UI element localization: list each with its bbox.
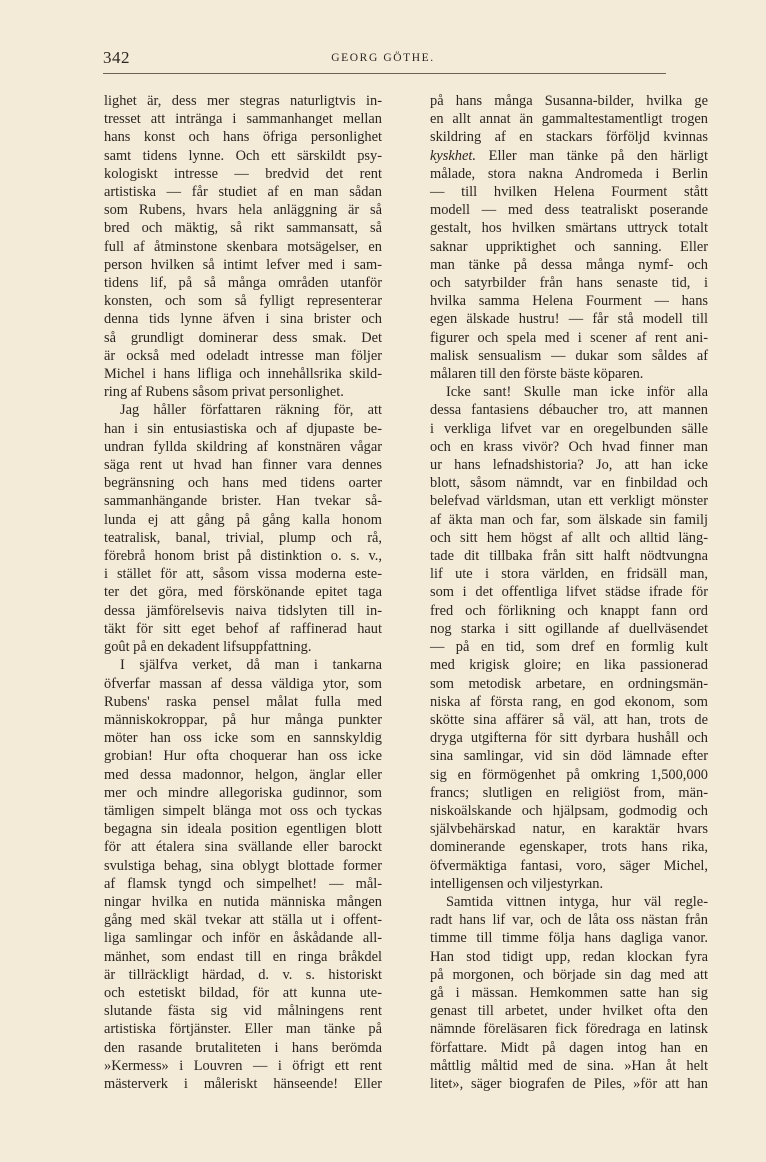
text-line: tresset att inträngа i sammanhanget mellan (104, 111, 382, 128)
text-line: sina samlingar, vid sin död lämnade efter (430, 748, 708, 765)
text-line: af äkta man och far, som älskade sin familj (430, 511, 708, 528)
text-line: är tillräckligt härdad, d. v. s. historiskt (104, 966, 382, 983)
text-line: artistiska — får studiet af en man sådan (104, 184, 382, 201)
text-line: dessa jämförelsevis naiva tidslyten till in- (104, 602, 382, 619)
text-line: målaren till den förste bäste köparen. (430, 366, 644, 383)
text-line: saknar uppriktighet och sanning. Eller (430, 238, 708, 255)
text-line: sammanhängande brister. Han tvekar så- (104, 493, 382, 510)
text-line: genast till arbetet, under hvilket ofta den (430, 1003, 708, 1020)
text-line: ter det göra, med förskönande epitet taga (104, 584, 382, 601)
text-line: Jag håller författaren räkning för, att (120, 402, 382, 419)
text-line: tämligen simpelt blänga mot oss och tyckas (104, 802, 382, 819)
text-line: i verkliga lifvet var en oregelbunden sälle (430, 420, 708, 437)
text-line: mänhet, som endast till en ringa bråkdel (104, 948, 382, 965)
text-line: dessa fantasiens débaucher tro, att mannen (430, 402, 708, 419)
text-line: ur hans lefnadshistoria? Jo, att han icke (430, 457, 708, 474)
text-line: slutande fästa sig vid målningens rent (104, 1003, 382, 1020)
text-line: Rubens' raska pensel målat fulla med (104, 693, 382, 710)
text-line: en allt annat än gammaltestamentligt trogen (430, 111, 708, 128)
text-line: niskoälskande och hjälpsam, godmodig och (430, 802, 708, 819)
text-line: hans konst och hans öfriga personlighet (104, 129, 382, 146)
text-line: dryga utgifterna för sitt dyrbara hushåll och (430, 730, 708, 747)
text-line: med krigisk gloire; en lika passionerad (430, 657, 708, 674)
text-line: konsten, och som så fylligt representerar (104, 293, 382, 310)
text-line: litet», säger biografen de Piles, »för att han (430, 1075, 708, 1092)
text-line: lunda ej att gång på gång kalla honom (104, 511, 382, 528)
text-line: ningar hvilka en nutida människa mången (104, 893, 382, 910)
text-line: öfverfar massan af dessa väldiga ytor, som (104, 675, 382, 692)
text-line: som Rubens, hvars hela anläggning är så (104, 202, 382, 219)
text-line: samt tidens lynne. Och ett särskildt psy- (104, 147, 382, 164)
text-line: och satyrbilder från hans senaste tid, i (430, 275, 708, 292)
text-line: Michel i hans lifliga och innehållsrika skild- (104, 366, 382, 383)
left-text-column (104, 92, 382, 1093)
text-line: han i sin entusiastiska och af djupaste be- (104, 420, 382, 437)
text-line: bred och mäktig, så rikt sammansatt, så (104, 220, 382, 237)
text-line: mer och mindre allegoriska gudinnor, som (104, 784, 382, 801)
text-line: gång med skäl tvekar att ställa ut i offent- (104, 912, 382, 929)
text-line: ring af Rubens såsom privat personlighet. (104, 384, 344, 401)
text-line: som i det offentliga lifvet städse ifrade för (430, 584, 708, 601)
text-line: på hans många Susanna-bilder, hvilka ge (430, 93, 708, 109)
text-line: I själfva verket, då man i tankarna (120, 657, 382, 674)
text-line: gestalt, hos hvilken smärtans uttryck totalt (430, 220, 708, 237)
text-line: öfvermäktiga fantasi, voro, säger Michel, (430, 857, 708, 874)
text-line: radt hans lif var, och de låta oss nästan från (430, 912, 708, 929)
text-line: begränsning och hans med tidens oarter (104, 475, 382, 492)
text-line: modell — med dess teatraliskt poserande (430, 202, 708, 219)
text-line: skötte sina affärer så väl, att han, trots de (430, 711, 708, 728)
text-line: och sitt hem högst af allt och alltid läng- (430, 529, 708, 546)
text-line: kologiskt intresse — bredvid det rent (104, 165, 382, 182)
text-line: och en krass vivör? Och hvad finner man (430, 438, 708, 455)
text-line: tade dit tillbaka från sitt halft nödtvungna (430, 548, 708, 565)
text-line: undran fyllda skildring af konstnären vågar (104, 438, 382, 455)
text-line: liga samlingar och inför en åskådande all- (104, 930, 382, 947)
text-line: möter han oss icke som en sannskyldig (104, 730, 382, 747)
text-line: nämnde föreläsaren fick föredraga en latinsk (430, 1021, 708, 1038)
text-line: förebrå honom brist på distinktion o. s. v., (104, 548, 382, 565)
text-line: sig en förmögenhet på omkring 1,500,000 (430, 766, 708, 783)
text-line: egen älskade hustru! — får stå modell till (430, 311, 708, 328)
text-line: francs; slutligen en religiöst from, män- (430, 784, 708, 801)
text-line: person hvilken så intimt lefver med i sam- (104, 256, 382, 273)
text-line: lighet är, dess mer stegras naturligtvis in- (104, 93, 382, 109)
text-line: tidens lif, på så många områden utanför (104, 275, 382, 292)
text-line: belefvad världsman, utan ett verkligt mönster (430, 493, 708, 510)
running-title: GEORG GÖTHE. (331, 52, 435, 64)
text-line: artistiska förtjänster. Eller man tänke på (104, 1021, 382, 1038)
text-line: den rasande brutaliteten i hans berömda (104, 1039, 382, 1056)
text-line: hvilka samma Helena Fourment — hans (430, 293, 708, 310)
text-line: intelligensen och viljestyrkan. (430, 875, 604, 892)
text-line: som metodisk arbetare, en ordningsmän- (430, 675, 708, 692)
text-line: goût på en dekadent lifsuppfattning. (104, 639, 312, 656)
header-rule (103, 73, 666, 74)
text-line: malisk sensualism — dukar som såldes af (430, 347, 708, 364)
text-line: nog starka i sitt ogillande af duellväsendet (430, 620, 708, 637)
text-line: självbehärskad natur, en karaktär hvars (430, 821, 708, 838)
text-line: fred och förlikning och knappt fann ord (430, 602, 708, 619)
text-line: grobian! Hur ofta choquerar han oss icke (104, 748, 382, 765)
text-line: med dessa madonnor, helgon, änglar eller (104, 766, 382, 783)
text-line: teatralisk, banal, trivial, plump och rå, (104, 529, 382, 546)
text-line: — till hvilken Helena Fourment stått (430, 184, 708, 201)
text-line: Han stod tidigt upp, redan klockan fyra (430, 948, 708, 965)
text-line: kyskhet. Eller man tänke på den härligt (430, 147, 708, 164)
text-line: måttlig måltid med de sina. »Han åt helt (430, 1057, 708, 1074)
text-line: svulstiga behag, sina oblygt blottade former (104, 857, 382, 874)
right-text-column (430, 92, 708, 1093)
text-line: författare. Midt på dagen intog han en (430, 1039, 708, 1056)
text-line: full af åtminstone skenbara motsägelser, en (104, 238, 382, 255)
text-line: skildring af en stackars förföljd kvinnas (430, 129, 708, 146)
text-line: säga rent ut hvad han finner vara dennes (104, 457, 382, 474)
text-line: timme till timme följa hans dagliga vanor. (430, 930, 708, 947)
text-line: och estetiskt bildad, för att kunna ute- (104, 984, 382, 1001)
text-line: »Kermess» i Louvren — i öfrigt ett rent (104, 1057, 382, 1074)
text-line: för att étalera sina svällande eller barockt (104, 839, 382, 856)
text-line: mästerverk i måleriskt hänseende! Eller (104, 1075, 382, 1092)
text-line: på morgonen, och började sin dag med att (430, 966, 708, 983)
text-line: niska af första rang, en god ekonom, som (430, 693, 708, 710)
text-line: så grundligt dominerar dess smak. Det (104, 329, 382, 346)
text-line: af flamsk tyngd och simpelhet! — mål- (104, 875, 382, 892)
text-line: man tänke på dessa många nymf- och (430, 256, 708, 273)
text-line: är också med odeladt intresse man följer (104, 347, 382, 364)
text-line: Samtida vittnen intyga, hur väl regle- (446, 893, 708, 910)
text-line: blott, såsom nämndt, var en finbildad och (430, 475, 708, 492)
text-line: denna tids lynne äfven i sina brister och (104, 311, 382, 328)
text-line: — på en tid, som dref en formlig kult (430, 639, 708, 656)
text-line: lif ute i stora världen, en fridsäll man, (430, 566, 708, 583)
text-line: täkt för sitt eget behof af raffinerad haut (104, 620, 382, 637)
text-line: dominerande egenskaper, trots hans rika, (430, 839, 708, 856)
text-line: i stället för att, såsom vissa moderna este- (104, 566, 382, 583)
text-line: figurer och spela med i scener af rent ani- (430, 329, 708, 346)
text-line: gå i mässan. Hemkommen satte han sig (430, 984, 708, 1001)
text-line: målade, stora nakna Andromeda i Berlin (430, 165, 708, 182)
text-line: Icke sant! Skulle man icke inför alla (446, 384, 708, 401)
text-line: begagna sin ideala position egentligen blott (104, 821, 382, 838)
page-number: 342 (103, 48, 130, 67)
text-line: människokroppar, på hur många punkter (104, 711, 382, 728)
